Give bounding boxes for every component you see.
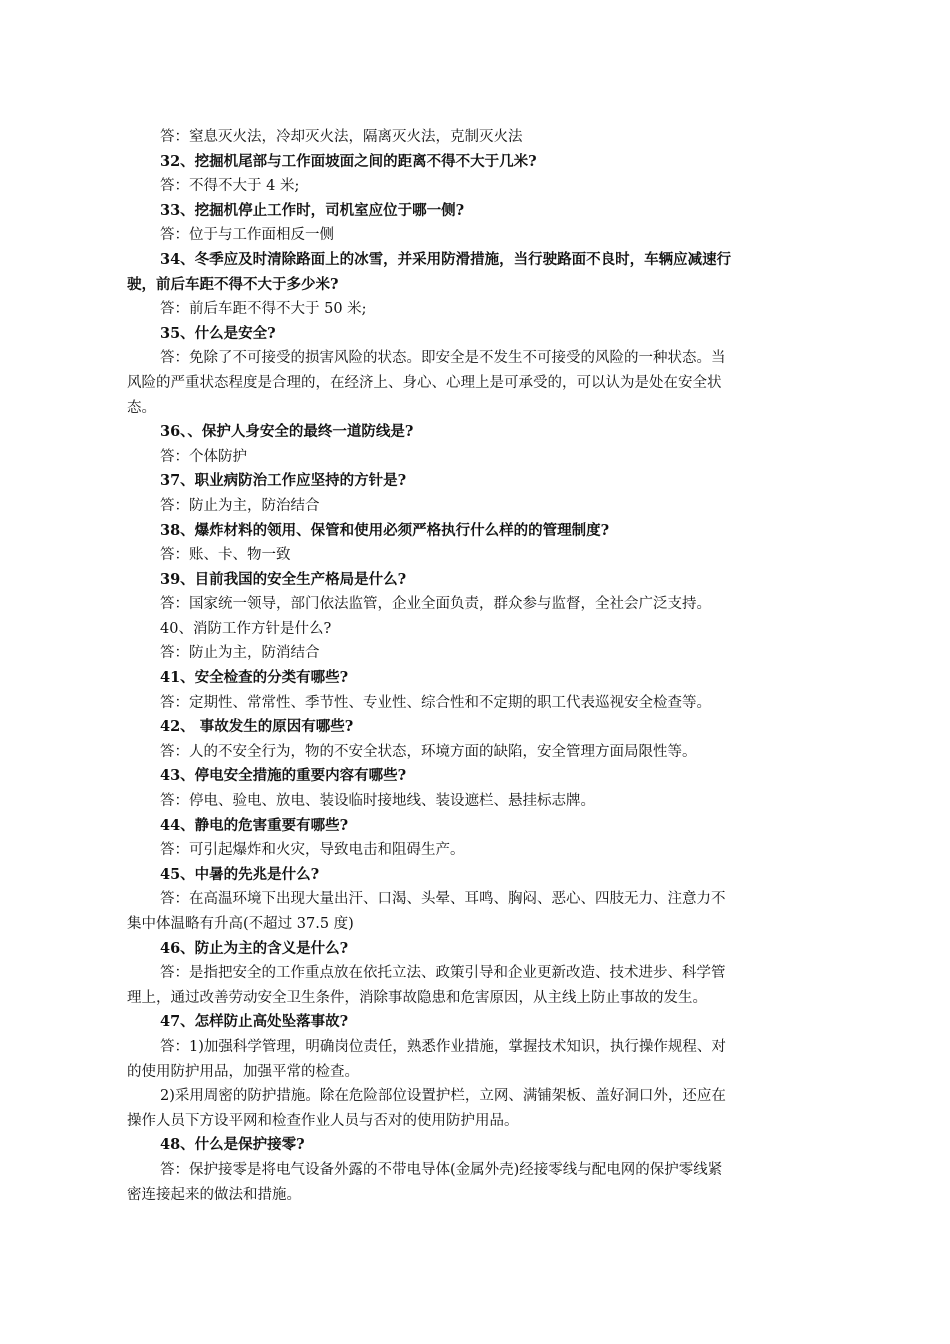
answer-line: 答：窒息灭火法，冷却灭火法，隔离灭火法，克制灭火法	[160, 129, 523, 145]
answer-line: 答：前后车距不得不大于 50 米;	[160, 301, 367, 318]
question-line: 32、挖掘机尾部与工作面坡面之间的距离不得不大于几米?	[160, 152, 537, 170]
answer-line: 答：防止为主，防消结合	[160, 645, 320, 662]
question-line: 33、挖掘机停止工作时，司机室应位于哪一侧?	[160, 201, 465, 219]
question-line: 驶，前后车距不得不大于多少米?	[127, 275, 339, 293]
answer-line: 理上，通过改善劳动安全卫生条件，消除事故隐患和危害原因，从主线上防止事故的发生。	[127, 989, 707, 1006]
question-line: 46、防止为主的含义是什么?	[160, 939, 349, 957]
answer-line: 的使用防护用品，加强平常的检查。	[127, 1063, 359, 1080]
answer-line: 态。	[127, 399, 156, 416]
question-line: 39、目前我国的安全生产格局是什么?	[160, 570, 407, 588]
answer-line: 答：是指把安全的工作重点放在依托立法、政策引导和企业更新改造、技术进步、科学管	[160, 965, 726, 982]
answer-line: 答：位于与工作面相反一侧	[160, 227, 334, 244]
answer-line: 操作人员下方设平网和检查作业人员与否对的使用防护用品。	[127, 1112, 519, 1129]
answer-line: 40、消防工作方针是什么?	[160, 620, 332, 637]
question-line: 47、怎样防止高处坠落事故?	[160, 1013, 349, 1031]
answer-line: 答：停电、验电、放电、装设临时接地线、装设遮栏、悬挂标志牌。	[160, 793, 595, 810]
answer-line: 答：账、卡、物一致	[160, 547, 291, 564]
answer-line: 答：国家统一领导，部门依法监管，企业全面负责，群众参与监督，全社会广泛支持。	[160, 596, 711, 613]
answer-line: 集中体温略有升高(不超过 37.5 度)	[127, 916, 354, 932]
answer-line: 风险的严重状态程度是合理的，在经济上、身心、心理上是可承受的，可以认为是处在安全状	[127, 374, 722, 391]
answer-line: 密连接起来的做法和措施。	[127, 1186, 301, 1203]
question-line: 42、 事故发生的原因有哪些?	[160, 718, 354, 736]
question-line: 45、中暑的先兆是什么?	[160, 865, 320, 883]
question-line: 36、、保护人身安全的最终一道防线是?	[160, 423, 414, 441]
question-line: 44、静电的危害重要有哪些?	[160, 816, 349, 834]
question-line: 41、安全检查的分类有哪些?	[160, 669, 349, 687]
answer-line: 答：可引起爆炸和火灾，导致电击和阻碍生产。	[160, 842, 465, 859]
answer-line: 答：不得不大于 4 米;	[160, 178, 300, 195]
question-line: 48、什么是保护接零?	[160, 1136, 305, 1154]
question-line: 38、爆炸材料的领用、保管和使用必须严格执行什么样的的管理制度?	[160, 521, 610, 539]
answer-line: 答：保护接零是将电气设备外露的不带电导体(金属外壳)经接零线与配电网的保护零线紧	[160, 1161, 723, 1178]
question-line: 37、职业病防治工作应坚持的方针是?	[160, 472, 407, 490]
answer-line: 答：1)加强科学管理，明确岗位责任，熟悉作业措施，掌握技术知识，执行操作规程、对	[160, 1038, 726, 1055]
answer-line: 答：定期性、常常性、季节性、专业性、综合性和不定期的职工代表巡视安全检查等。	[160, 694, 711, 711]
answer-line: 2)采用周密的防护措施。除在危险部位设置护栏，立网、满铺架板、盖好洞口外，还应在	[160, 1088, 726, 1105]
qa-text-body	[127, 125, 827, 1207]
answer-line: 答：免除了不可接受的损害风险的状态。即安全是不发生不可接受的风险的一种状态。当	[160, 350, 726, 367]
answer-line: 答：在高温环境下出现大量出汗、口渴、头晕、耳鸣、胸闷、恶心、四肢无力、注意力不	[160, 891, 726, 908]
answer-line: 答：防止为主，防治结合	[160, 497, 320, 514]
answer-line: 答：个体防护	[160, 448, 247, 465]
question-line: 43、停电安全措施的重要内容有哪些?	[160, 767, 407, 785]
question-line: 34、冬季应及时清除路面上的冰雪，并采用防滑措施，当行驶路面不良时，车辆应减速行	[160, 250, 732, 268]
answer-line: 答：人的不安全行为，物的不安全状态，环境方面的缺陷，安全管理方面局限性等。	[160, 743, 697, 760]
question-line: 35、什么是安全?	[160, 324, 276, 342]
